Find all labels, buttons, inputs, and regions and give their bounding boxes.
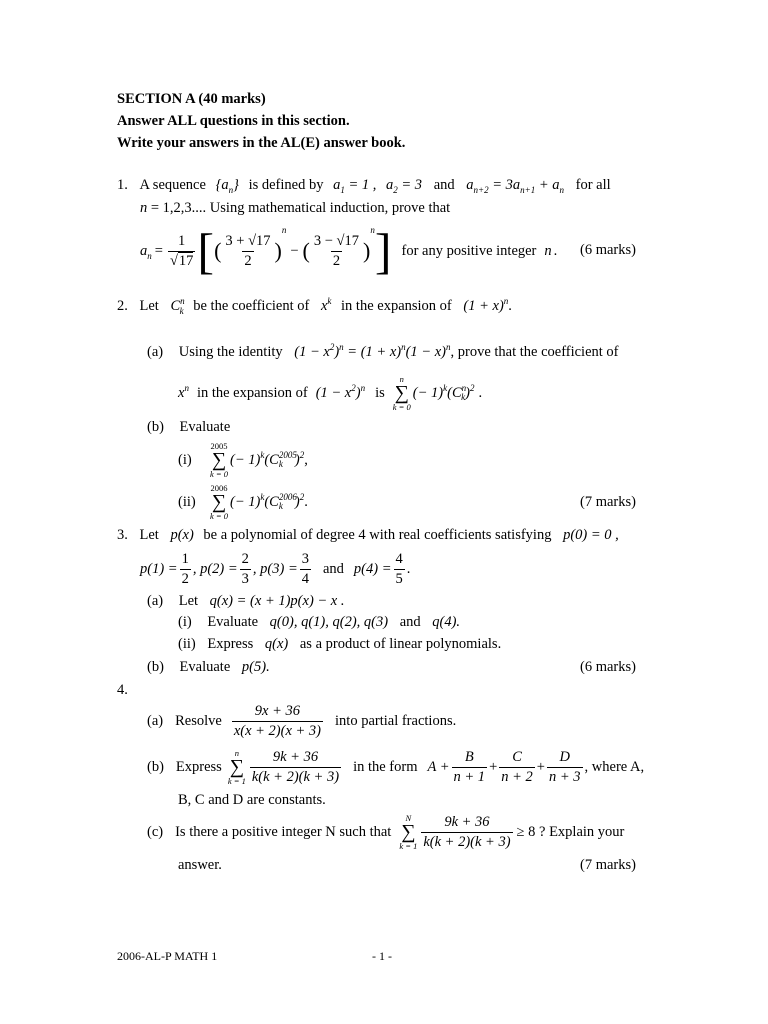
q2b-label: (b) — [147, 419, 164, 435]
q1-fraction-minus: $\frac{3 - √17}{2}$ — [313, 232, 360, 269]
q2b-ii-summation: 2006 ∑ k = 0 — [210, 482, 229, 521]
q2b-i-label: (i) — [178, 451, 192, 468]
q3a-line: (a) Let q(x) = (x + 1)p(x) − x . — [147, 593, 345, 609]
q3b-label: (b) — [147, 659, 164, 675]
q3a-ii: (ii) Express q(x) as a product of linear polynomials. — [178, 636, 502, 652]
footer-code: 2006-AL-P MATH 1 — [117, 949, 218, 963]
q2a-summation: n ∑ k = 0 — [392, 373, 411, 412]
instruction-line-2: Write your answers in the AL(E) answer book. — [117, 135, 406, 151]
q4b-summation: n ∑ k = 1 — [227, 747, 246, 786]
q3-line-1: 3. Let p(x) be a polynomial of degree 4 with real coefficients satisfying p(0) = 0 , — [117, 527, 619, 543]
q1-number: 1. — [117, 177, 128, 193]
q4b-line-2: B, C and D are constants. — [178, 792, 326, 808]
q1-fraction-one-over-root17: $\frac{1}{√17}$ — [169, 232, 194, 269]
q4-marks: (7 marks) — [580, 857, 636, 873]
q2-line-1: 2. Let $C^n_k$ be the coefficient of $x^k$ in the expansion of $(1 + x)^n$. — [117, 296, 512, 316]
q1-fraction-plus: $\frac{3 + √17}{2}$ — [225, 232, 271, 269]
q4-number: 4. — [117, 682, 128, 698]
q3-number: 3. — [117, 527, 128, 543]
q4a-line: (a) Resolve $\frac{9x + 36}{x(x + 2)(x + 3)}$ into partial fractions. — [147, 702, 457, 739]
instruction-line-1: Answer ALL questions in this section. — [117, 113, 350, 129]
q1-line-1: 1. A sequence $\{a_n\}$ is defined by $a_1 = 1$ , $a_2 = 3$ and $a_{n+2} = 3a_{n+1} + a_n$ for all — [117, 177, 611, 195]
q2b-line: (b) Evaluate — [147, 419, 231, 435]
q2a-label: (a) — [147, 344, 164, 360]
q2b-i-summation: 2005 ∑ k = 0 — [210, 440, 229, 479]
q4c-line-2: answer. — [178, 857, 222, 873]
q4a-fraction: $\frac{9x + 36}{x(x + 2)(x + 3)}$ — [233, 702, 322, 739]
q2a-line-1: (a) Using the identity $(1 - x^2)^n = (1 + x)^n(1 - x)^n$, prove that the coefficient of — [147, 342, 619, 360]
q4c-summation: N ∑ k = 1 — [399, 812, 418, 851]
q2-number: 2. — [117, 298, 128, 314]
q1-line-2: n = 1,2,3.... Using mathematical induction, prove that — [140, 200, 451, 216]
q1-marks: (6 marks) — [580, 242, 636, 258]
q3a-i: (i) Evaluate q(0), q(1), q(2), q(3) and q(4). — [178, 614, 461, 630]
q4c-line: (c) Is there a positive integer N such that N ∑ k = 1 $\frac{9k + 36}{k(k + 2)(k + 3)}$ ≥ 8 ? Explain your — [147, 812, 625, 851]
q2b-ii-label: (ii) — [178, 493, 196, 510]
q4b-line: (b) Express n ∑ k = 1 $\frac{9k + 36}{k(k + 2)(k + 3)}$ in the form A + $\frac{B}{n + 1}$ + $\frac{C}{n + 2}$ + $\frac{D}{n + 3}$ , where A, — [147, 747, 645, 786]
q4c-label: (c) — [147, 823, 164, 840]
q3-line-2: p(1) = $\frac{1}{2}$ , p(2) = $\frac{2}{3}$ , p(3) = $\frac{3}{4}$ and p(4) = $\frac{4}{5}$ . — [140, 550, 411, 587]
q3a-label: (a) — [147, 593, 164, 609]
q3b-line: (b) Evaluate p(5). — [147, 659, 270, 675]
q2b-ii: (ii) 2006 ∑ k = 0 (− $1)^k(C^{2006}_k$ )$^2$ . — [178, 482, 308, 521]
q2b-i: (i) 2005 ∑ k = 0 (− $1)^k(C^{2005}_k$ )$^2$ , — [178, 440, 308, 479]
q2a-line-2: $x^n$ in the expansion of $(1 - x^2)^n$ is n ∑ k = 0 (− $1)^k(C^n_k)^2$ . — [178, 373, 483, 412]
footer-page-number: - 1 - — [372, 949, 392, 963]
q4b-label: (b) — [147, 758, 164, 775]
q4a-label: (a) — [147, 712, 164, 729]
q2-marks: (7 marks) — [580, 494, 636, 510]
q1-formula: $a_n$ = $\frac{1}{√17}$ [ ( $\frac{3 + √17}{2}$ ) n − ( $\frac{3 - √17}{2}$ ) n ] for any positive integer n . — [140, 223, 558, 279]
q3-marks: (6 marks) — [580, 659, 636, 675]
section-heading: SECTION A (40 marks) — [117, 91, 266, 107]
